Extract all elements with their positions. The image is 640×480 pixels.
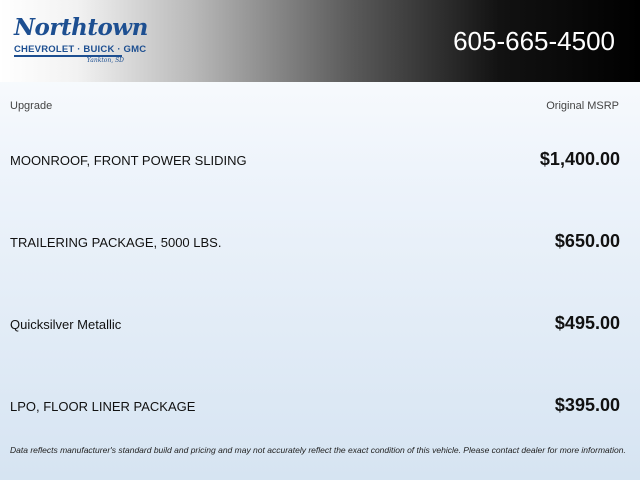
upgrade-name: TRAILERING PACKAGE, 5000 LBS. xyxy=(10,235,222,250)
upgrade-price: $650.00 xyxy=(554,231,620,251)
upgrade-name: MOONROOF, FRONT POWER SLIDING xyxy=(10,153,247,168)
logo-wordmark: Northtown xyxy=(14,14,148,41)
upgrade-name: Quicksilver Metallic xyxy=(10,317,122,332)
upgrade-price: $1,400.00 xyxy=(539,149,620,169)
upgrade-name: LPO, FLOOR LINER PACKAGE xyxy=(10,399,196,414)
upgrade-price: $395.00 xyxy=(554,395,620,415)
upgrade-row xyxy=(0,391,640,421)
column-header-msrp: Original MSRP xyxy=(546,100,619,112)
upgrade-row xyxy=(0,145,640,175)
upgrade-row xyxy=(0,227,640,257)
disclaimer-text: Data reflects manufacturer's standard build and pricing and may not accurately reflect the exact condition of this vehicle. Please contact dealer for more information. xyxy=(10,445,626,455)
upgrade-price: $495.00 xyxy=(554,313,620,333)
upgrade-row xyxy=(0,309,640,339)
header-banner xyxy=(0,0,640,82)
logo-city: Yankton, SD xyxy=(86,57,124,64)
column-header-upgrade: Upgrade xyxy=(10,100,53,112)
dealer-logo[interactable] xyxy=(12,14,148,66)
dealer-phone[interactable]: 605-665-4500 xyxy=(453,26,615,56)
logo-brands: CHEVROLET · BUICK · GMC xyxy=(14,44,147,55)
